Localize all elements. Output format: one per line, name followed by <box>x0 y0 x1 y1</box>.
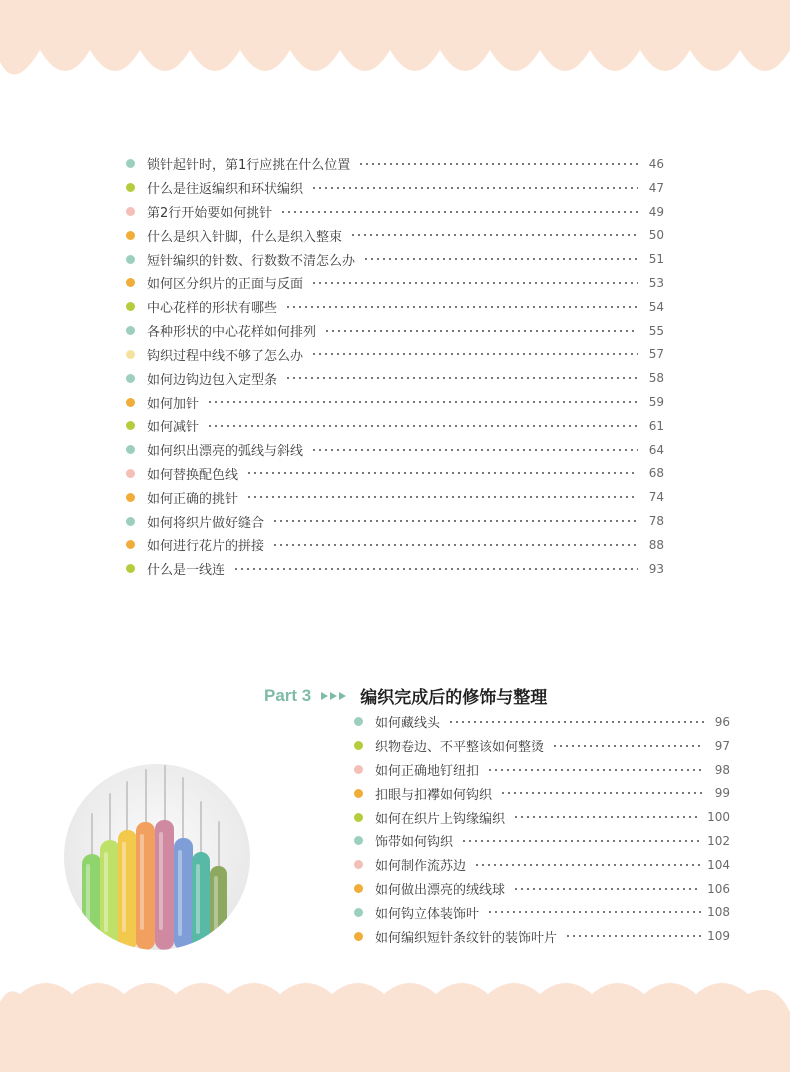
bullet-dot-icon <box>126 183 135 192</box>
entry-page-number: 99 <box>714 786 730 801</box>
entry-page-number: 55 <box>648 323 664 338</box>
top-scallop-border <box>0 0 790 90</box>
entry-title: 如何正确的挑针 <box>147 491 239 507</box>
bullet-dot-icon <box>126 398 135 407</box>
toc-entry[interactable] <box>126 176 664 200</box>
dot-leader <box>207 425 638 427</box>
entry-title: 如何正确地钉纽扣 <box>375 764 480 780</box>
dot-leader <box>311 353 638 355</box>
bullet-dot-icon <box>354 884 363 893</box>
dot-leader <box>246 496 638 498</box>
part-3-toc-list <box>354 710 730 948</box>
dot-leader <box>246 472 638 474</box>
entry-page-number: 74 <box>648 490 664 505</box>
dot-leader <box>358 163 638 165</box>
entry-title: 如何钩立体装饰叶 <box>375 906 480 922</box>
entry-page-number: 53 <box>648 275 664 290</box>
dot-leader <box>487 769 704 771</box>
dot-leader <box>350 234 638 236</box>
entry-title: 织物卷边、不平整该如何整烫 <box>375 740 545 756</box>
entry-page-number: 88 <box>648 537 664 552</box>
bullet-dot-icon <box>126 517 135 526</box>
toc-entry[interactable] <box>126 271 664 295</box>
dot-leader <box>311 187 638 189</box>
dot-leader <box>461 840 701 842</box>
dot-leader <box>280 211 638 213</box>
entry-title: 如何替换配色线 <box>147 467 239 483</box>
part3-toc-entry[interactable] <box>354 877 730 901</box>
toc-entry[interactable] <box>126 200 664 224</box>
entry-title: 锁针起针时，第1行应挑在什么位置 <box>147 158 351 174</box>
entry-page-number: 46 <box>648 156 664 171</box>
part-3-heading <box>264 683 547 708</box>
entry-title: 如何制作流苏边 <box>375 859 467 875</box>
bullet-dot-icon <box>354 765 363 774</box>
bullet-dot-icon <box>126 278 135 287</box>
entry-page-number: 50 <box>648 228 664 243</box>
bullet-dot-icon <box>354 932 363 941</box>
entry-title: 扣眼与扣襻如何钩织 <box>375 787 493 803</box>
dot-leader <box>311 282 638 284</box>
part3-toc-entry[interactable] <box>354 781 730 805</box>
toc-entry[interactable] <box>126 319 664 343</box>
toc-entry[interactable] <box>126 533 664 557</box>
dot-leader <box>363 258 638 260</box>
entry-title: 如何边钩边包入定型条 <box>147 372 278 388</box>
entry-title: 各种形状的中心花样如何排列 <box>147 325 317 341</box>
bullet-dot-icon <box>126 493 135 502</box>
bullet-dot-icon <box>126 350 135 359</box>
bullet-dot-icon <box>126 207 135 216</box>
bullet-dot-icon <box>354 860 363 869</box>
bullet-dot-icon <box>126 374 135 383</box>
entry-title: 如何在织片上钩缘编织 <box>375 811 506 827</box>
toc-entry[interactable] <box>126 485 664 509</box>
toc-entry[interactable] <box>126 247 664 271</box>
entry-title: 第2行开始要如何挑针 <box>147 206 273 222</box>
top-scallop-shape <box>0 0 790 75</box>
entry-title: 什么是织入针脚，什么是织入整束 <box>147 229 343 245</box>
entry-title: 饰带如何钩织 <box>375 835 454 851</box>
entry-title: 如何编织短针条纹针的装饰叶片 <box>375 930 558 946</box>
triple-arrow-icon <box>321 692 346 700</box>
entry-title: 如何加针 <box>147 396 200 412</box>
dot-leader <box>285 377 638 379</box>
part3-toc-entry[interactable] <box>354 829 730 853</box>
entry-page-number: 104 <box>707 857 730 872</box>
bullet-dot-icon <box>354 908 363 917</box>
toc-entry[interactable] <box>126 557 664 581</box>
entry-page-number: 98 <box>714 762 730 777</box>
entry-page-number: 59 <box>648 395 664 410</box>
entry-page-number: 64 <box>648 442 664 457</box>
entry-page-number: 51 <box>648 252 664 267</box>
bullet-dot-icon <box>126 231 135 240</box>
dot-leader <box>272 520 638 522</box>
entry-page-number: 49 <box>648 204 664 219</box>
entry-title: 如何藏线头 <box>375 716 441 732</box>
part-label: Part 3 <box>264 685 312 705</box>
dot-leader <box>487 911 701 913</box>
entry-page-number: 109 <box>707 929 730 944</box>
bullet-dot-icon <box>126 255 135 264</box>
entry-title: 中心花样的形状有哪些 <box>147 301 278 317</box>
bottom-scallop-border <box>0 982 790 1072</box>
dot-leader <box>474 864 701 866</box>
entry-title: 如何织出漂亮的弧线与斜线 <box>147 444 304 460</box>
dot-leader <box>233 568 638 570</box>
main-toc-list <box>126 152 664 581</box>
toc-entry[interactable] <box>126 390 664 414</box>
toc-entry[interactable] <box>126 343 664 367</box>
dot-leader <box>565 935 701 937</box>
bullet-dot-icon <box>354 741 363 750</box>
crochet-hooks-photo <box>64 764 250 950</box>
toc-entry[interactable] <box>126 509 664 533</box>
bullet-dot-icon <box>126 564 135 573</box>
dot-leader <box>311 449 638 451</box>
entry-title: 短针编织的针数、行数数不清怎么办 <box>147 253 356 269</box>
bullet-dot-icon <box>126 421 135 430</box>
entry-page-number: 57 <box>648 347 664 362</box>
dot-leader <box>207 401 638 403</box>
entry-page-number: 78 <box>648 514 664 529</box>
dot-leader <box>513 888 701 890</box>
toc-entry[interactable] <box>126 366 664 390</box>
entry-page-number: 93 <box>648 561 664 576</box>
entry-page-number: 100 <box>707 810 730 825</box>
bottom-scallop-shape <box>0 983 790 1072</box>
entry-page-number: 54 <box>648 299 664 314</box>
entry-title: 如何做出漂亮的绒线球 <box>375 883 506 899</box>
part3-toc-entry[interactable] <box>354 853 730 877</box>
bullet-dot-icon <box>354 836 363 845</box>
entry-page-number: 108 <box>707 905 730 920</box>
bullet-dot-icon <box>354 789 363 798</box>
entry-page-number: 106 <box>707 881 730 896</box>
bullet-dot-icon <box>354 717 363 726</box>
entry-page-number: 58 <box>648 371 664 386</box>
dot-leader <box>285 306 638 308</box>
part3-toc-entry[interactable] <box>354 710 730 734</box>
entry-page-number: 97 <box>714 738 730 753</box>
bullet-dot-icon <box>126 302 135 311</box>
entry-title: 什么是一线连 <box>147 563 226 579</box>
entry-page-number: 68 <box>648 466 664 481</box>
dot-leader <box>272 544 638 546</box>
toc-entry[interactable] <box>126 414 664 438</box>
part3-toc-entry[interactable] <box>354 734 730 758</box>
bullet-dot-icon <box>126 326 135 335</box>
dot-leader <box>448 721 704 723</box>
bullet-dot-icon <box>126 540 135 549</box>
entry-title: 如何将织片做好缝合 <box>147 515 265 531</box>
entry-title: 钩织过程中线不够了怎么办 <box>147 348 304 364</box>
entry-title: 什么是往返编织和环状编织 <box>147 182 304 198</box>
part3-toc-entry[interactable] <box>354 758 730 782</box>
part3-toc-entry[interactable] <box>354 901 730 925</box>
toc-entry[interactable] <box>126 438 664 462</box>
dot-leader <box>324 330 638 332</box>
part3-toc-entry[interactable] <box>354 924 730 948</box>
entry-title: 如何区分织片的正面与反面 <box>147 277 304 293</box>
bullet-dot-icon <box>126 445 135 454</box>
bullet-dot-icon <box>126 469 135 478</box>
entry-page-number: 61 <box>648 418 664 433</box>
entry-title: 如何减针 <box>147 420 200 436</box>
bullet-dot-icon <box>354 813 363 822</box>
toc-entry[interactable] <box>126 152 664 176</box>
dot-leader <box>552 745 704 747</box>
bullet-dot-icon <box>126 159 135 168</box>
entry-page-number: 47 <box>648 180 664 195</box>
toc-entry[interactable] <box>126 462 664 486</box>
entry-page-number: 102 <box>707 833 730 848</box>
toc-entry[interactable] <box>126 295 664 319</box>
entry-title: 如何进行花片的拼接 <box>147 539 265 555</box>
dot-leader <box>513 816 701 818</box>
entry-page-number: 96 <box>714 714 730 729</box>
toc-entry[interactable] <box>126 223 664 247</box>
part3-toc-entry[interactable] <box>354 805 730 829</box>
part-title: 编织完成后的修饰与整理 <box>360 688 548 708</box>
dot-leader <box>500 792 704 794</box>
